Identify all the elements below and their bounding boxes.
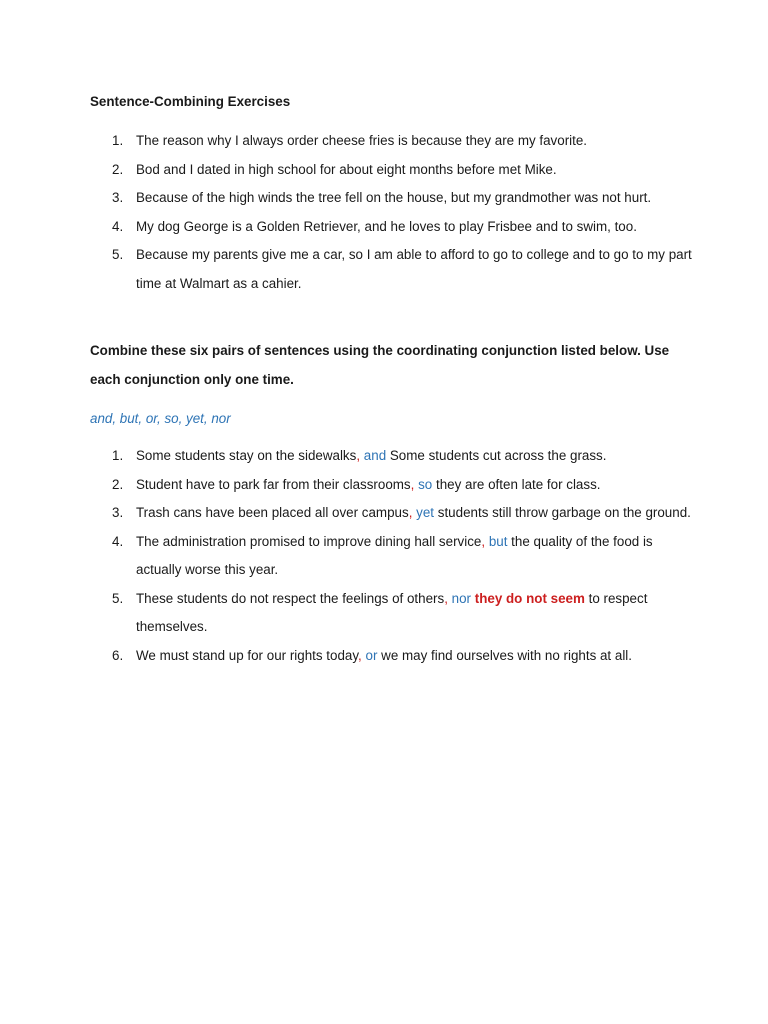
- sentence-part: the quality of the food is actually worse this year.: [136, 533, 653, 577]
- sentence-part: students still throw garbage on the ground.: [437, 505, 691, 520]
- instruction-text: Combine these six pairs of sentences using the coordinating conjunction listed below. Use each conjunction only one time.: [90, 343, 670, 387]
- item-number: 2.: [112, 476, 124, 492]
- sentence-part: to respect themselves.: [136, 590, 648, 634]
- inserted-comma: ,: [356, 448, 361, 463]
- sentence-part: Some students cut across the grass.: [389, 448, 607, 463]
- list-item: [90, 184, 700, 213]
- conjunction: yet: [416, 505, 435, 520]
- sentence-part: Trash cans have been placed all over campus: [136, 505, 409, 520]
- item-number: 5.: [112, 590, 124, 606]
- list-item: [90, 241, 700, 298]
- sentence-part: The administration promised to improve dining hall service: [136, 533, 482, 549]
- sentence-part: they are often late for class.: [436, 476, 601, 492]
- list-item: [90, 213, 700, 242]
- sentence-part: we may find ourselves with no rights at all.: [381, 647, 632, 663]
- item-number: 5.: [112, 247, 124, 262]
- sentence-part: Student have to park far from their classrooms: [136, 476, 411, 492]
- item-text: Because of the high winds the tree fell on the house, but my grandmother was not hurt.: [136, 190, 652, 205]
- example-sentences-list: [90, 127, 700, 298]
- list-item: [90, 585, 700, 642]
- list-item: [90, 528, 700, 585]
- item-number: 3.: [112, 190, 124, 205]
- item-text: Because my parents give me a car, so I am able to afford to go to college and to go to my part time at Walmart as a cahier.: [136, 247, 692, 291]
- exercise-answers-list: [90, 442, 700, 670]
- item-number: 1.: [112, 448, 124, 463]
- sentence-part: We must stand up for our rights today: [136, 647, 359, 663]
- item-number: 4.: [112, 533, 124, 549]
- conjunction: but: [488, 533, 508, 549]
- list-item: [90, 127, 700, 156]
- inserted-comma: ,: [444, 590, 448, 606]
- item-text: The reason why I always order cheese fries is because they are my favorite.: [136, 133, 588, 148]
- item-text: Bod and I dated in high school for about eight months before met Mike.: [136, 161, 557, 177]
- conjunction: so: [418, 476, 433, 492]
- sentence-part: Some students stay on the sidewalks: [136, 448, 357, 463]
- inserted-comma: ,: [358, 647, 362, 663]
- inserted-comma: ,: [410, 476, 415, 492]
- conjunction-list: and, but, or, so, yet, nor: [90, 411, 231, 426]
- inserted-comma: ,: [408, 505, 413, 520]
- item-number: 2.: [112, 161, 124, 177]
- list-item: [90, 156, 700, 185]
- list-item: [90, 471, 700, 500]
- sentence-part: These students do not respect the feelings of others: [136, 590, 445, 606]
- list-item: [90, 499, 700, 528]
- item-text: My dog George is a Golden Retriever, and he loves to play Frisbee and to swim, too.: [136, 218, 637, 234]
- conjunction: and: [363, 448, 387, 463]
- list-item: [90, 642, 700, 671]
- list-item: [90, 442, 700, 471]
- item-number: 1.: [112, 133, 124, 148]
- item-number: 3.: [112, 505, 124, 520]
- conjunction: nor: [451, 590, 472, 606]
- conjunction: or: [365, 647, 378, 663]
- inserted-comma: ,: [481, 533, 486, 549]
- item-number: 6.: [112, 647, 124, 663]
- page-title: Sentence-Combining Exercises: [90, 94, 291, 109]
- item-number: 4.: [112, 218, 124, 234]
- inserted-phrase: they do not seem: [474, 590, 585, 606]
